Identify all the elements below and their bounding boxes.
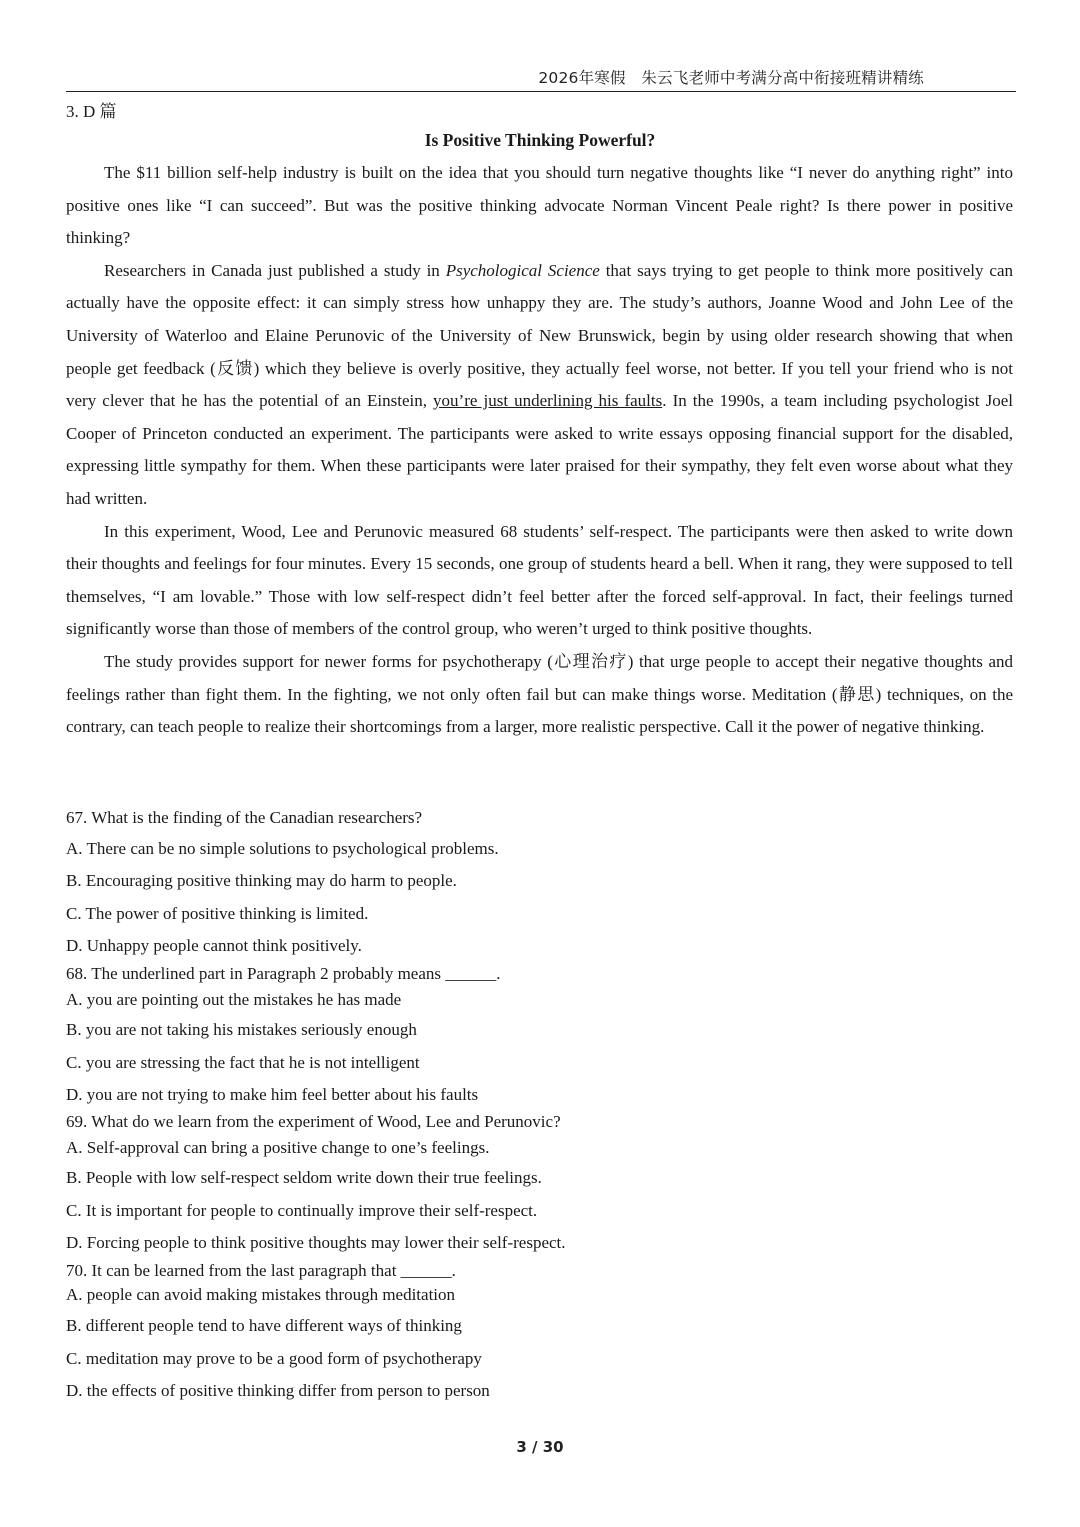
option-b: B. different people tend to have different ways of thinking (66, 1316, 462, 1335)
option-c: C. meditation may prove to be a good form of psychotherapy (66, 1349, 482, 1368)
option-d: D. the effects of positive thinking differ from person to person (66, 1381, 490, 1400)
page-number: 3 / 30 (516, 1438, 564, 1456)
question-stem: 70. It can be learned from the last paragraph that ______. (66, 1261, 456, 1280)
option-b: B. People with low self-respect seldom write down their true feelings. (66, 1168, 542, 1187)
page-header (66, 64, 1016, 92)
question-stem: 67. What is the finding of the Canadian researchers? (66, 808, 423, 827)
paragraph-1: The $11 billion self-help industry is built on the idea that you should turn negative thoughts like “I never do anything right” into positive ones like “I can succeed”. But was the positive thinking advocate Norman Vincent Peale right? Is there power in positive thinking? (66, 163, 1013, 248)
passage-body (66, 157, 1013, 744)
option-c: C. you are stressing the fact that he is not intelligent (66, 1053, 420, 1072)
option-a: A. Self-approval can bring a positive change to one’s feelings. (66, 1138, 490, 1157)
header-title: 2026年寒假 朱云飞老师中考满分高中衔接班精讲精练 (538, 69, 924, 87)
option-d: D. Forcing people to think positive thoughts may lower their self-respect. (66, 1233, 566, 1252)
paragraph-4: The study provides support for newer forms for psychotherapy (心理治疗) that urge people to accept their negative thoughts and feelings rather than fight them. In the fighting, we not only often fail but can make things worse. Meditation (静思) techniques, on the contrary, can teach people to realize their shortcomings from a larger, more realistic perspective. Call it the power of negative thinking. (66, 651, 1013, 737)
question-stem: 68. The underlined part in Paragraph 2 probably means ______. (66, 964, 501, 983)
paragraph-2 (66, 255, 1013, 516)
paragraph-2-text-a: Researchers in Canada just published a study in (104, 260, 446, 280)
paragraph-2-text-c: . In the 1990s, a team including psychologist Joel Cooper of Princeton conducted an experiment. The participants were asked to write essays opposing financial support for the disabled, expressing little sympathy for them. When these participants were later praised for their sympathy, they felt even worse about what they had written. (66, 391, 1013, 508)
option-b: B. you are not taking his mistakes seriously enough (66, 1020, 417, 1039)
option-c: C. It is important for people to continually improve their self-respect. (66, 1201, 538, 1220)
paragraph-3: In this experiment, Wood, Lee and Perunovic measured 68 students’ self-respect. The participants were then asked to write down their thoughts and feelings for four minutes. Every 15 seconds, one group of students heard a bell. When it rang, they were supposed to tell themselves, “I am lovable.” Those with low self-respect didn’t feel better after the forced self-approval. In fact, their feelings turned significantly worse than those of members of the control group, who weren’t urged to think positive thoughts. (66, 521, 1013, 639)
option-d: D. Unhappy people cannot think positively. (66, 936, 362, 955)
option-c: C. The power of positive thinking is limited. (66, 904, 369, 923)
option-b: B. Encouraging positive thinking may do harm to people. (66, 871, 457, 890)
underlined-phrase: you’re just underlining his faults (433, 391, 663, 411)
section-label: 3. D 篇 (66, 102, 117, 121)
option-a: A. There can be no simple solutions to psychological problems. (66, 839, 499, 858)
option-d: D. you are not trying to make him feel better about his faults (66, 1085, 479, 1104)
journal-name: Psychological Science (445, 260, 600, 280)
option-a: A. you are pointing out the mistakes he has made (66, 990, 402, 1009)
passage-title: Is Positive Thinking Powerful? (424, 130, 656, 150)
option-a: A. people can avoid making mistakes through meditation (66, 1285, 456, 1304)
question-stem: 69. What do we learn from the experiment of Wood, Lee and Perunovic? (66, 1112, 561, 1131)
paragraph-2-text-b: that says trying to get people to think more positively can actually have the opposite effect: it can simply stress how unhappy they are. The study’s authors, Joanne Wood and John Lee of the University of Waterloo and Elaine Perunovic of the University of New Brunswick, begin by using older research showing that when people get feedback (反馈) which they believe is overly positive, they actually feel worse, not better. If you tell your friend who is not very clever that he has the potential of an Einstein, (66, 260, 1013, 411)
